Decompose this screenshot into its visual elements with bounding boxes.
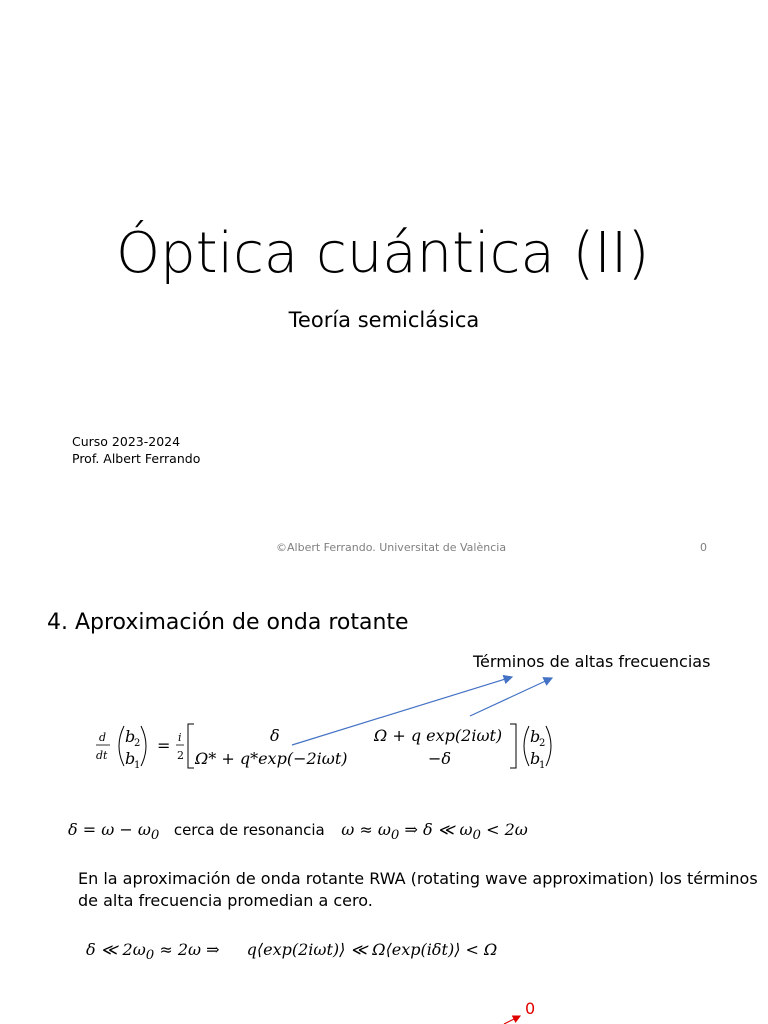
vector-bottom-sub: 1 <box>134 760 141 771</box>
red-arrow <box>0 590 768 1024</box>
coef-den: 2 <box>177 749 184 762</box>
course-year: Curso 2023-2024 <box>72 434 181 449</box>
inequality-part3: q⟨exp(2iωt)⟩ ≪ Ω⟨exp(iδt)⟩ < Ω <box>246 940 498 959</box>
high-frequency-annotation: Términos de altas frecuencias <box>473 652 711 671</box>
lhs-frac-num: d <box>99 731 107 744</box>
lhs-frac-den: dt <box>96 749 108 762</box>
condition-part1: ω ≈ ω <box>341 820 391 839</box>
detuning-text: δ = ω − ω <box>68 820 151 839</box>
equals-sign: = <box>157 736 171 755</box>
condition-part2: ⇒ δ ≪ ω <box>399 820 473 839</box>
credits <box>72 433 200 467</box>
zero-marker: 0 <box>525 999 536 1018</box>
detuning-sub: 0 <box>150 828 160 844</box>
matrix-m11: δ <box>270 726 280 745</box>
inequality-part1: δ ≪ 2ω <box>86 940 146 959</box>
matrix-m22: −δ <box>428 749 452 768</box>
footer-copyright: ©Albert Ferrando. Universitat de València <box>276 541 507 554</box>
matrix-m12: Ω + q exp(2iωt) <box>374 726 503 745</box>
vector-top-sub: 2 <box>134 738 141 749</box>
vector2-bottom-sub: 1 <box>539 760 546 771</box>
coef-num: i <box>178 731 182 744</box>
resonance-label: cerca de resonancia <box>173 821 325 839</box>
inequality-part2: ≈ 2ω ⇒ <box>154 940 220 959</box>
inequality-sub: 0 <box>145 948 155 964</box>
rwa-paragraph: En la aproximación de onda rotante RWA (rotating wave approximation) los términos de alta frecuencia promedian a cero. <box>78 869 758 910</box>
content-slide <box>0 590 768 1024</box>
vector2-top-sub: 2 <box>539 738 546 749</box>
professor-name: Prof. Albert Ferrando <box>72 451 201 466</box>
vector-top: b <box>125 727 136 746</box>
page-number: 0 <box>700 541 707 554</box>
condition-sub2: 0 <box>472 828 482 844</box>
section-heading: 4. Aproximación de onda rotante <box>47 610 409 635</box>
condition-sub1: 0 <box>390 828 400 844</box>
vector2-bottom: b <box>530 749 541 768</box>
matrix-m21: Ω* + q*exp(−2iωt) <box>195 749 348 768</box>
slide-subtitle: Teoría semiclásica <box>288 308 480 332</box>
slide-title: Óptica cuántica (II) <box>116 221 650 286</box>
condition-part3: < 2ω <box>481 820 528 839</box>
vector-bottom: b <box>125 749 136 768</box>
vector2-top: b <box>530 727 541 746</box>
